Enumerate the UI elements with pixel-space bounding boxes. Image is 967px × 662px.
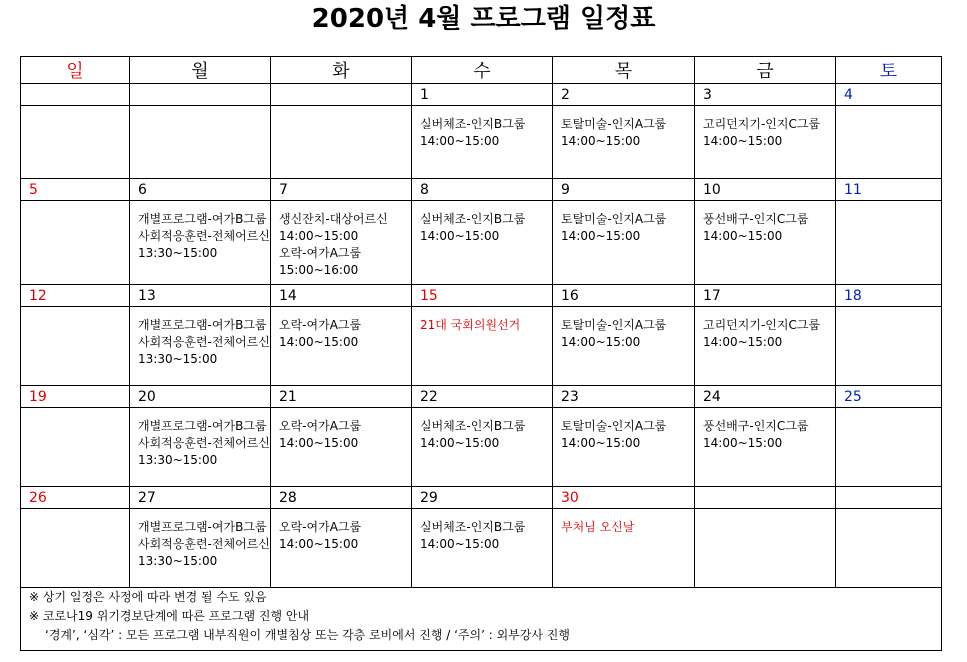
date-cell: 17 (695, 285, 836, 307)
event-line: 오락-여가A그룹 (279, 246, 362, 260)
page-title: 2020년 4월 프로그램 일정표 (311, 4, 656, 34)
day-header-fri: 금 (695, 57, 836, 84)
event-line: 토탈미술-인지A그룹 (561, 419, 667, 433)
events-cell (553, 106, 695, 179)
date-cell: 28 (271, 487, 412, 509)
events-cell (130, 509, 271, 588)
day-header-mon: 월 (130, 57, 271, 84)
day-header-tue: 화 (271, 57, 412, 84)
date-cell: 21 (271, 386, 412, 408)
events-cell (21, 201, 130, 285)
events-cell (412, 201, 553, 285)
event-line: 고리던지기-인지C그룹 (703, 117, 821, 131)
events-row (21, 408, 942, 487)
events-cell (412, 307, 553, 386)
event-line: 21대 국회의원선거 (420, 318, 521, 332)
date-cell: 6 (130, 179, 271, 201)
events-row (21, 307, 942, 386)
events-cell (695, 307, 836, 386)
events-cell (695, 106, 836, 179)
date-cell (836, 487, 942, 509)
event-line: 풍선배구-인지C그룹 (703, 212, 809, 226)
events-cell (836, 106, 942, 179)
event-line: 실버체조-인지B그룹 (420, 212, 526, 226)
date-cell: 8 (412, 179, 553, 201)
events-cell (695, 201, 836, 285)
event-line: 사회적응훈련-전체어르신 (138, 436, 270, 450)
events-cell (412, 509, 553, 588)
events-cell (271, 201, 412, 285)
event-line: 고리던지기-인지C그룹 (703, 318, 821, 332)
event-line: 14:00~15:00 (279, 537, 359, 551)
date-cell: 14 (271, 285, 412, 307)
date-row (21, 285, 942, 307)
event-line: 14:00~15:00 (279, 229, 359, 243)
date-cell: 30 (553, 487, 695, 509)
date-row (21, 179, 942, 201)
date-cell: 13 (130, 285, 271, 307)
event-line: 사회적응훈련-전체어르신 (138, 229, 270, 243)
events-cell (836, 307, 942, 386)
event-line: 오락-여가A그룹 (279, 520, 362, 534)
date-cell: 26 (21, 487, 130, 509)
event-line: 개별프로그램-여가B그룹 (138, 318, 267, 332)
event-line: 생신잔치-대상어르신 (279, 212, 388, 226)
date-cell (695, 487, 836, 509)
event-line: 풍선배구-인지C그룹 (703, 419, 809, 433)
date-cell: 27 (130, 487, 271, 509)
date-cell: 11 (836, 179, 942, 201)
event-line: 15:00~16:00 (279, 263, 359, 277)
date-cell: 10 (695, 179, 836, 201)
events-cell (130, 106, 271, 179)
event-line: 실버체조-인지B그룹 (420, 419, 526, 433)
date-cell: 24 (695, 386, 836, 408)
events-cell (695, 408, 836, 487)
day-header-thu: 목 (553, 57, 695, 84)
date-cell: 20 (130, 386, 271, 408)
date-cell: 3 (695, 84, 836, 106)
event-line: 14:00~15:00 (420, 436, 500, 450)
events-cell (836, 408, 942, 487)
events-row (21, 106, 942, 179)
events-cell (695, 509, 836, 588)
event-line: 14:00~15:00 (561, 335, 641, 349)
events-cell (271, 307, 412, 386)
events-cell (271, 408, 412, 487)
events-cell (130, 307, 271, 386)
date-cell: 16 (553, 285, 695, 307)
date-cell: 12 (21, 285, 130, 307)
date-row (21, 487, 942, 509)
events-cell (130, 201, 271, 285)
events-cell (412, 106, 553, 179)
date-cell: 4 (836, 84, 942, 106)
notes-cell (21, 588, 942, 651)
events-cell (836, 509, 942, 588)
date-cell: 5 (21, 179, 130, 201)
event-line: 토탈미술-인지A그룹 (561, 212, 667, 226)
date-cell (21, 84, 130, 106)
date-cell: 1 (412, 84, 553, 106)
event-line: 13:30~15:00 (138, 246, 218, 260)
event-line: 14:00~15:00 (561, 134, 641, 148)
date-cell: 18 (836, 285, 942, 307)
event-line: 개별프로그램-여가B그룹 (138, 419, 267, 433)
date-cell (271, 84, 412, 106)
event-line: 14:00~15:00 (279, 436, 359, 450)
events-cell (553, 408, 695, 487)
event-line: 실버체조-인지B그룹 (420, 520, 526, 534)
day-header-sat: 토 (836, 57, 942, 84)
event-line: 13:30~15:00 (138, 453, 218, 467)
events-cell (21, 307, 130, 386)
events-cell (21, 408, 130, 487)
date-cell: 19 (21, 386, 130, 408)
date-cell: 15 (412, 285, 553, 307)
event-line: 14:00~15:00 (703, 134, 783, 148)
event-line: 14:00~15:00 (703, 335, 783, 349)
event-line: 사회적응훈련-전체어르신 (138, 335, 270, 349)
events-cell (412, 408, 553, 487)
event-line: 실버체조-인지B그룹 (420, 117, 526, 131)
event-line: 사회적응훈련-전체어르신 (138, 537, 270, 551)
events-cell (553, 509, 695, 588)
events-cell (21, 106, 130, 179)
events-cell (271, 106, 412, 179)
event-line: 토탈미술-인지A그룹 (561, 318, 667, 332)
event-line: 토탈미술-인지A그룹 (561, 117, 667, 131)
event-line: 오락-여가A그룹 (279, 419, 362, 433)
date-cell: 7 (271, 179, 412, 201)
events-cell (21, 509, 130, 588)
event-line: 14:00~15:00 (703, 436, 783, 450)
date-cell: 25 (836, 386, 942, 408)
events-row (21, 201, 942, 285)
events-cell (836, 201, 942, 285)
event-line: 13:30~15:00 (138, 352, 218, 366)
date-cell: 9 (553, 179, 695, 201)
date-row (21, 386, 942, 408)
event-line: 14:00~15:00 (420, 229, 500, 243)
date-cell: 23 (553, 386, 695, 408)
event-line: 14:00~15:00 (279, 335, 359, 349)
event-line: 14:00~15:00 (703, 229, 783, 243)
note-line: ※ 코로나19 위기경보단계에 따른 프로그램 진행 안내 (29, 609, 310, 623)
date-cell: 2 (553, 84, 695, 106)
events-cell (130, 408, 271, 487)
note-line: ※ 상기 일정은 사정에 따라 변경 될 수도 있음 (29, 590, 267, 604)
date-cell: 22 (412, 386, 553, 408)
day-header-wed: 수 (412, 57, 553, 84)
events-cell (553, 201, 695, 285)
event-line: 부처님 오신날 (561, 520, 635, 534)
event-line: 14:00~15:00 (561, 436, 641, 450)
date-cell (130, 84, 271, 106)
events-cell (271, 509, 412, 588)
note-line: ‘경계’, ‘심각’ : 모든 프로그램 내부직원이 개별침상 또는 각층 로비에서 진행 / ‘주의’ : 외부강사 진행 (45, 628, 570, 642)
day-header-sun: 일 (21, 57, 130, 84)
schedule-table (20, 56, 942, 651)
events-row (21, 509, 942, 588)
event-line: 13:30~15:00 (138, 554, 218, 568)
event-line: 오락-여가A그룹 (279, 318, 362, 332)
date-cell: 29 (412, 487, 553, 509)
event-line: 14:00~15:00 (420, 134, 500, 148)
event-line: 개별프로그램-여가B그룹 (138, 212, 267, 226)
event-line: 개별프로그램-여가B그룹 (138, 520, 267, 534)
date-row (21, 84, 942, 106)
event-line: 14:00~15:00 (420, 537, 500, 551)
events-cell (553, 307, 695, 386)
notes-row (21, 588, 942, 651)
day-header-row (21, 57, 942, 84)
event-line: 14:00~15:00 (561, 229, 641, 243)
